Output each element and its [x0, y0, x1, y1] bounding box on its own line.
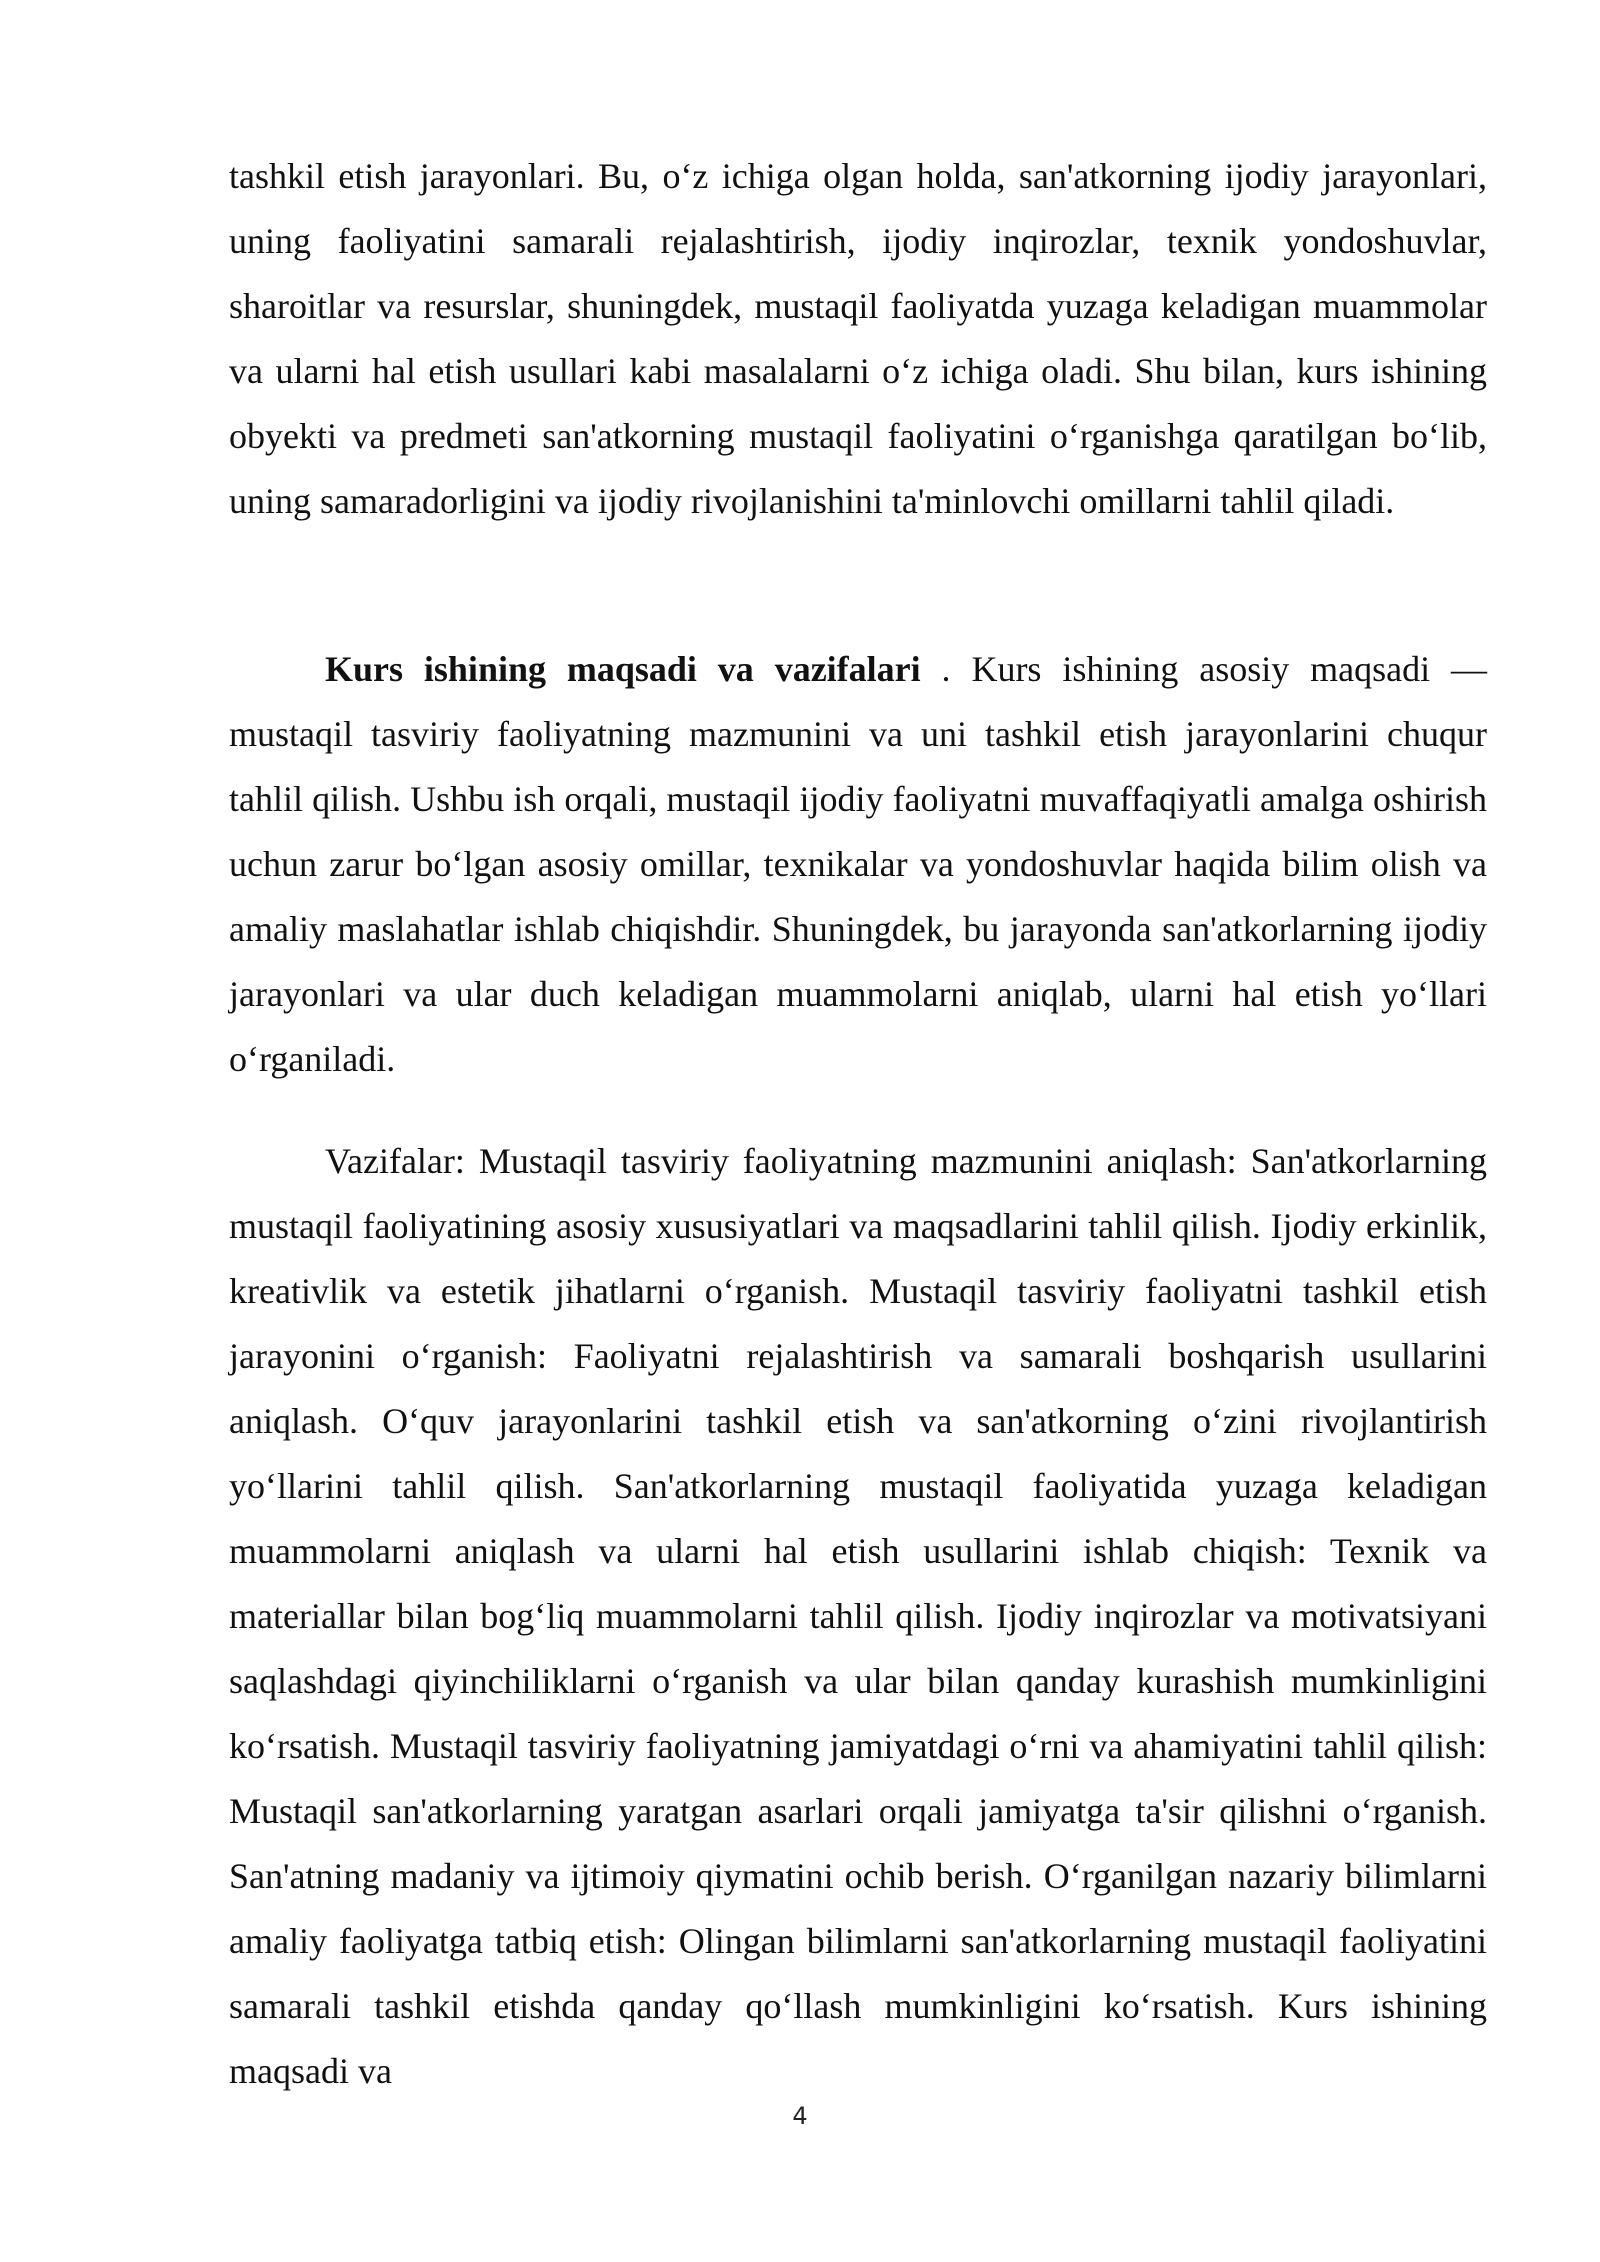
paragraph-tasks: [229, 1129, 1487, 2104]
paragraph-tasks-text: Vazifalar: Mustaqil tasviriy faoliyatning mazmunini aniqlash: San'atkorlarning mustaqil faoliyatining asosiy xususiyatlari va maqsadlarini tahlil qilish. Ijodiy erkinlik, kreativlik va estetik jihatlarni o‘rganish. Mustaqil tasviriy faoliyatni tashkil etish jarayonini o‘rganish: Faoliyatni rejalashtirish va samarali boshqarish usullarini aniqlash. O‘quv jarayonlarini tashkil etish va san'atkorning o‘zini rivojlantirish yo‘llarini tahlil qilish. San'atkorlarning mustaqil faoliyatida yuzaga keladigan muammolarni aniqlash va ularni hal etish usullarini ishlab chiqish: Texnik va materiallar bilan bog‘liq muammolarni tahlil qilish. Ijodiy inqirozlar va motivatsiyani saqlashdagi qiyinchiliklarni o‘rganish va ular bilan qanday kurashish mumkinligini ko‘rsatish. Mustaqil tasviriy faoliyatning jamiyatdagi o‘rni va ahamiyatini tahlil qilish: Mustaqil san'atkorlarning yaratgan asarlari orqali jamiyatga ta'sir qilishni o‘rganish. San'atning madaniy va ijtimoiy qiymatini ochib berish. O‘rganilgan nazariy bilimlarni amaliy faoliyatga tatbiq etish: Olingan bilimlarni san'atkorlarning mustaqil faoliyatini samarali tashkil etishda qanday qo‘llash mumkinligini ko‘rsatish. Kurs ishining maqsadi va: [229, 1141, 1487, 2091]
paragraph-object-subject: [229, 144, 1487, 534]
paragraph-text: tashkil etish jarayonlari. Bu, o‘z ichiga olgan holda, san'atkorning ijodiy jarayonlari, uning faoliyatini samarali rejalashtirish, ijodiy inqirozlar, texnik yondoshuvlar, sharoitlar va resurslar, shuningdek, mustaqil faoliyatda yuzaga keladigan muammolar va ularni hal etish usullari kabi masalalarni o‘z ichiga oladi. Shu bilan, kurs ishining obyekti va predmeti san'atkorning mustaqil faoliyatini o‘rganishga qaratilgan bo‘lib, uning samaradorligini va ijodiy rivojlanishini ta'minlovchi omillarni tahlil qiladi.: [229, 156, 1487, 521]
paragraph-goals: [229, 637, 1487, 1092]
paragraph-goals-text: [229, 637, 1487, 1092]
paragraph-goals-body: . Kurs ishining asosiy maqsadi — mustaqil tasviriy faoliyatning mazmunini va uni tashkil etish jarayonlarini chuqur tahlil qilish. Ushbu ish orqali, mustaqil ijodiy faoliyatni muvaffaqiyatli amalga oshirish uchun zarur bo‘lgan asosiy omillar, texnikalar va yondoshuvlar haqida bilim olish va amaliy maslahatlar ishlab chiqishdir. Shuningdek, bu jarayonda san'atkorlarning ijodiy jarayonlari va ular duch keladigan muammolarni aniqlab, ularni hal etish yo‘llari o‘rganiladi.: [229, 649, 1487, 1079]
page-number: 4: [792, 2102, 808, 2130]
section-heading: Kurs ishining maqsadi va vazifalari: [325, 649, 921, 689]
